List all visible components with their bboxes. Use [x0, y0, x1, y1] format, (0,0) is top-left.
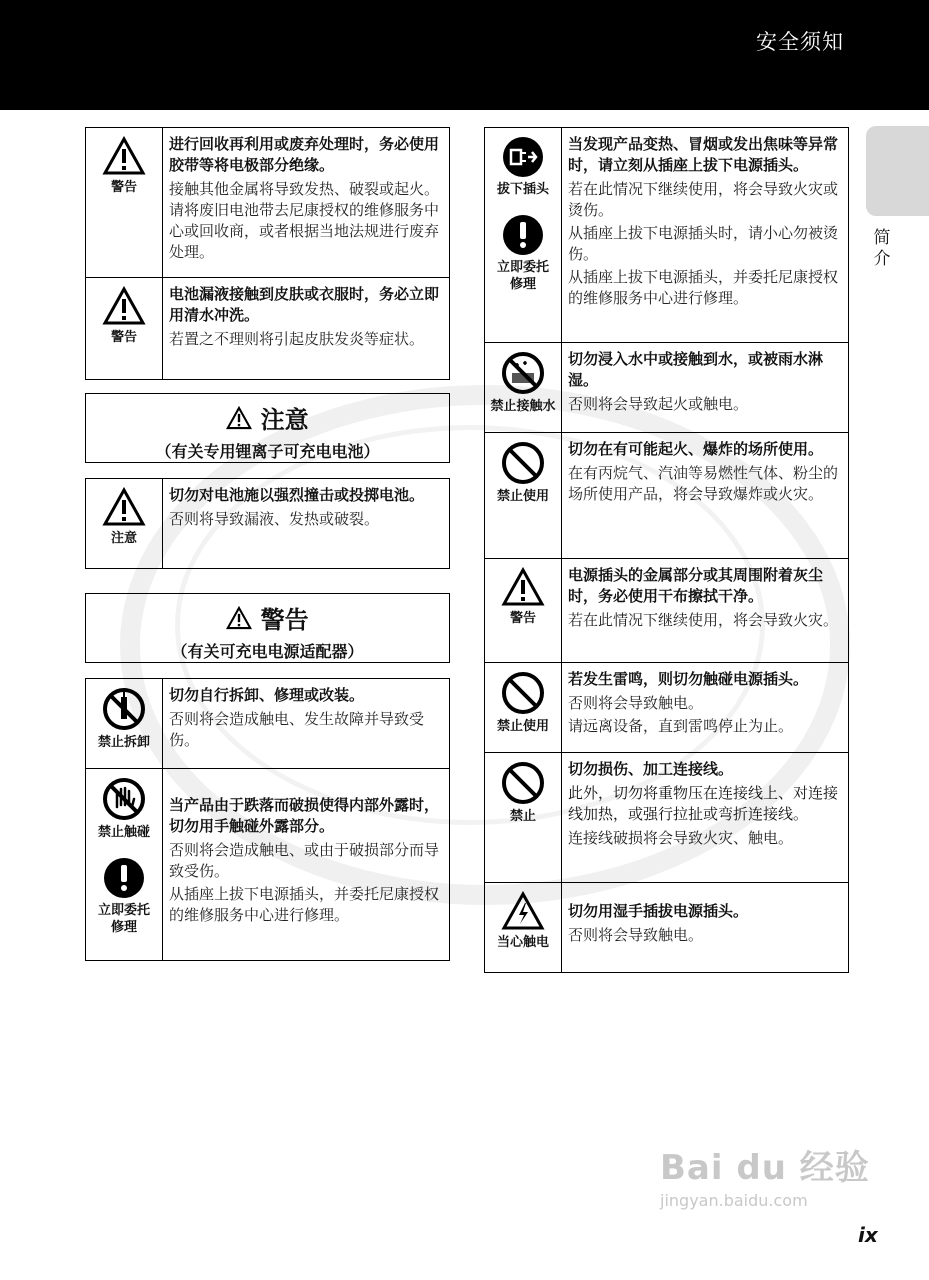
warning-detail: 接触其他金属将导致发热、破裂或起火。请将废旧电池带去尼康授权的维修服务中心或回收商，或者根据当地法规进行废弃处理。 — [169, 180, 440, 261]
left-adapter-table — [85, 678, 450, 961]
warning-detail: 连接线破损将会导致火灾、触电。 — [568, 829, 794, 847]
warning-heading: 进行回收再利用或废弃处理时，务必使用胶带等将电极部分绝缘。 — [169, 135, 440, 174]
icon-cell — [86, 128, 163, 278]
icon-label: 禁止接触水 — [490, 399, 556, 414]
text-cell — [163, 128, 450, 278]
warning-heading: 切勿浸入水中或接触到水，或被雨水淋湿。 — [568, 350, 824, 389]
text-cell — [562, 559, 849, 663]
warning-detail: 若置之不理则将引起皮肤发炎等症状。 — [169, 330, 425, 348]
warning-triangle-icon — [102, 136, 146, 176]
warning-subtitle: （有关可充电电源适配器） — [171, 642, 364, 661]
table-row — [485, 883, 849, 973]
warning-heading: 切勿自行拆卸、修理或改装。 — [169, 686, 365, 704]
baidu-watermark — [660, 1140, 890, 1220]
caution-subtitle: （有关专用锂离子可充电电池） — [155, 442, 380, 461]
icon-label: 注意 — [110, 531, 137, 546]
warning-title: 警告 — [260, 606, 309, 634]
warning-heading: 若发生雷鸣，则切勿触碰电源插头。 — [568, 670, 809, 688]
icon-label: 禁止触碰 — [97, 825, 150, 840]
warning-detail: 否则将会导致触电。 — [568, 926, 704, 944]
warning-title-line — [86, 600, 449, 635]
warning-heading: 电源插头的金属部分或其周围附着灰尘时，务必使用干布擦拭干净。 — [568, 566, 824, 605]
warning-detail: 否则将会导致触电。 — [568, 694, 704, 712]
warning-detail: 否则将会造成触电、或由于破损部分而导致受伤。 — [169, 841, 440, 880]
icon-label: 警告 — [110, 180, 137, 195]
warning-triangle-icon — [226, 606, 252, 630]
icon-label: 当心触电 — [496, 935, 549, 950]
icon-cell — [485, 433, 562, 559]
text-cell — [163, 278, 450, 380]
icon-cell — [485, 343, 562, 433]
icon-cell — [485, 559, 562, 663]
right-warning-table — [484, 127, 849, 973]
text-cell — [562, 753, 849, 883]
icon-label: 拔下插头 — [496, 182, 549, 197]
baidu-url: jingyan.baidu.com — [660, 1191, 808, 1210]
text-cell — [562, 343, 849, 433]
warning-detail: 否则将会造成触电、发生故障并导致受伤。 — [169, 710, 425, 749]
caution-heading: 切勿对电池施以强烈撞击或投掷电池。 — [169, 486, 425, 504]
caution-title: 注意 — [260, 406, 309, 434]
warning-detail: 从插座上拔下电源插头时，请小心勿被烫伤。 — [568, 224, 839, 263]
table-row — [485, 753, 849, 883]
icon-cell — [86, 479, 163, 569]
warning-detail: 请远离设备，直到雷鸣停止为止。 — [568, 717, 794, 735]
table-row — [485, 433, 849, 559]
warning-triangle-icon — [102, 286, 146, 326]
warning-detail: 若在此情况下继续使用，将会导致火灾或烫伤。 — [568, 180, 839, 219]
warning-heading: 切勿用湿手插拔电源插头。 — [568, 902, 749, 920]
icon-label: 立即委托修理 — [496, 260, 549, 292]
text-cell — [562, 663, 849, 753]
text-cell — [562, 433, 849, 559]
table-row — [485, 128, 849, 343]
caution-detail: 否则将导致漏液、发热或破裂。 — [169, 510, 380, 528]
prohibition-icon — [501, 441, 545, 485]
warning-heading: 当产品由于跌落而破损使得内部外露时，切勿用手触碰外露部分。 — [169, 796, 440, 835]
prohibition-icon — [501, 671, 545, 715]
table-row — [86, 679, 450, 769]
warning-heading: 当发现产品变热、冒烟或发出焦味等异常时，请立刻从插座上拔下电源插头。 — [568, 135, 839, 174]
icon-label: 禁止 — [509, 809, 536, 824]
exclamation-circle-icon — [103, 857, 145, 899]
page-title: 安全须知 — [756, 30, 844, 54]
no-water-icon — [501, 351, 545, 395]
warning-triangle-icon — [226, 406, 252, 430]
icon-cell — [86, 278, 163, 380]
icon-cell — [86, 769, 163, 961]
table-row — [485, 343, 849, 433]
icon-cell — [485, 663, 562, 753]
baidu-logo: Bai du 经验 — [660, 1148, 870, 1188]
text-cell — [163, 679, 450, 769]
no-touch-icon — [102, 777, 146, 821]
icon-label: 警告 — [509, 611, 536, 626]
icon-cell — [485, 128, 562, 343]
electric-shock-icon — [501, 891, 545, 931]
left-caution-table — [85, 478, 450, 569]
warning-detail: 否则将会导致起火或触电。 — [568, 395, 749, 413]
table-row — [86, 479, 450, 569]
warning-heading: 电池漏液接触到皮肤或衣服时，务必立即用清水冲洗。 — [169, 285, 440, 324]
table-row — [86, 278, 450, 380]
icon-label: 禁止使用 — [496, 719, 549, 734]
table-row — [86, 769, 450, 961]
no-disassembly-icon — [102, 687, 146, 731]
warning-heading: 切勿在有可能起火、爆炸的场所使用。 — [568, 440, 824, 458]
warning-triangle-icon — [102, 487, 146, 527]
warning-heading: 切勿损伤、加工连接线。 — [568, 760, 734, 778]
icon-cell — [485, 883, 562, 973]
text-cell — [562, 883, 849, 973]
section-tab-label: 简介 — [873, 228, 891, 269]
section-tab[interactable] — [866, 126, 929, 216]
caution-title-line — [86, 400, 449, 435]
icon-label: 立即委托修理 — [97, 903, 150, 935]
icon-group — [86, 777, 162, 841]
table-row — [86, 128, 450, 278]
exclamation-circle-icon — [502, 214, 544, 256]
page-number: ix — [858, 1223, 878, 1247]
text-cell — [562, 128, 849, 343]
warning-header — [85, 593, 450, 663]
icon-label: 禁止使用 — [496, 489, 549, 504]
warning-detail: 在有丙烷气、汽油等易燃性气体、粉尘的场所使用产品，将会导致爆炸或火灾。 — [568, 464, 839, 503]
icon-label: 警告 — [110, 330, 137, 345]
warning-detail: 若在此情况下继续使用，将会导致火灾。 — [568, 611, 839, 629]
prohibition-icon — [501, 761, 545, 805]
table-row — [485, 559, 849, 663]
text-cell — [163, 479, 450, 569]
header-bar — [0, 0, 929, 110]
warning-triangle-icon — [501, 567, 545, 607]
text-cell — [163, 769, 450, 961]
icon-cell — [485, 753, 562, 883]
warning-detail: 从插座上拔下电源插头，并委托尼康授权的维修服务中心进行修理。 — [169, 885, 440, 924]
unplug-icon — [502, 136, 544, 178]
table-row — [485, 663, 849, 753]
warning-detail: 此外，切勿将重物压在连接线上、对连接线加热，或强行拉扯或弯折连接线。 — [568, 784, 839, 823]
icon-group — [485, 136, 561, 198]
left-warning-table — [85, 127, 450, 380]
warning-detail: 从插座上拔下电源插头，并委托尼康授权的维修服务中心进行修理。 — [568, 268, 839, 307]
icon-label: 禁止拆卸 — [97, 735, 150, 750]
caution-header — [85, 393, 450, 463]
icon-cell — [86, 679, 163, 769]
